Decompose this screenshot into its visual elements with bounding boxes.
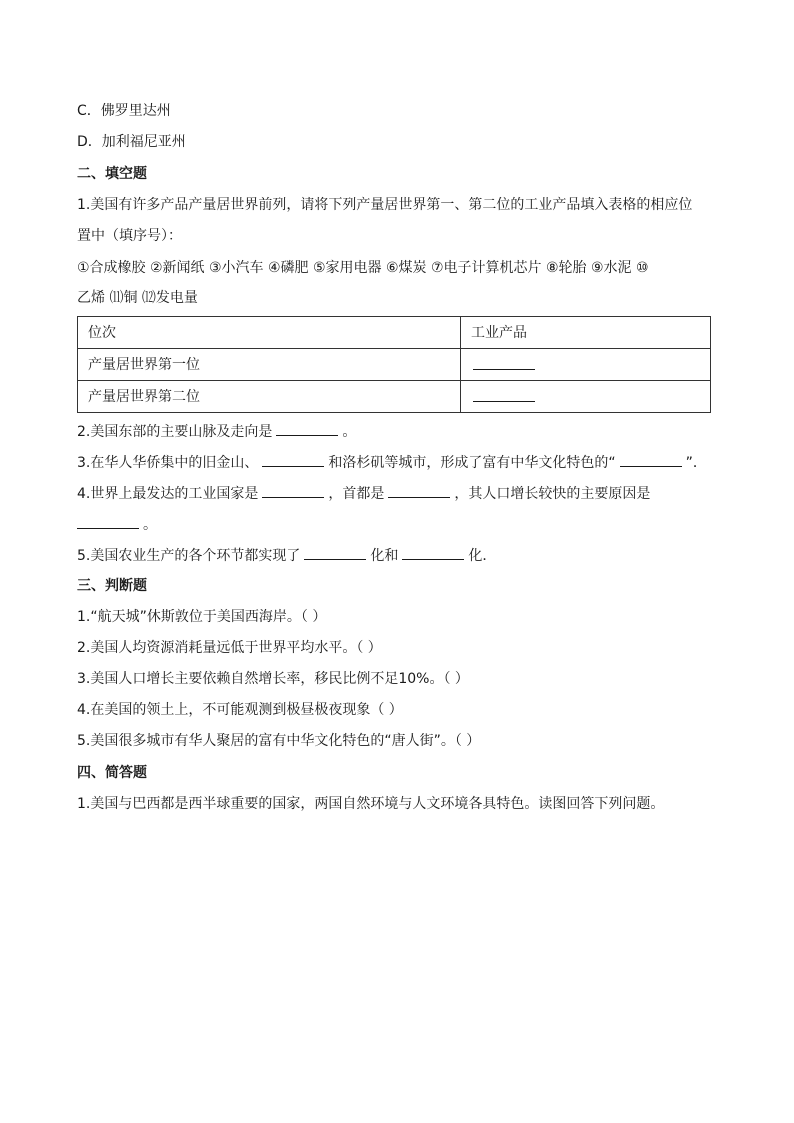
fill-q3-text-a: 3.在华人华侨集中的旧金山、 [77, 455, 259, 471]
fill-q4-text-c: ，其人口增长较快的主要原因是 [454, 486, 651, 502]
row-second-answer[interactable] [461, 381, 711, 413]
fill-q3 [77, 452, 707, 472]
row-second-label: 产量居世界第二位 [78, 381, 461, 413]
fill-q4-text-a: 4.世界上最发达的工业国家是 [77, 486, 259, 502]
fill-q4-text-b: ，首都是 [328, 486, 385, 502]
short-answer-q1: 1.美国与巴西都是西半球重要的国家，两国自然环境与人文环境各具特色。读图回答下列问题。 [77, 796, 665, 812]
fill-q2-text: 2.美国东部的主要山脉及走向是 [77, 424, 273, 440]
products-table [77, 316, 711, 413]
fill-q1-items: ①合成橡胶 ②新闻纸 ③小汽车 ④磷肥 ⑤家用电器 ⑥煤炭 ⑦电子计算机芯片 ⑧轮胎 ⑨水泥 ⑩ [77, 260, 649, 276]
fill-q5-blank-2[interactable] [402, 545, 464, 560]
fill-q2-end: 。 [342, 424, 357, 440]
fill-q5-text-b: 化和 [370, 548, 399, 564]
fill-q4-blank-1[interactable] [262, 483, 324, 498]
fill-q3-blank-2[interactable] [620, 452, 682, 467]
answer-blank[interactable] [473, 387, 535, 402]
judge-q3: 3.美国人口增长主要依赖自然增长率，移民比例不足10%。（ ） [77, 671, 469, 687]
fill-q5 [77, 545, 496, 565]
row-first-label: 产量居世界第一位 [78, 349, 461, 381]
fill-q2 [77, 421, 356, 441]
fill-q3-text-b: 和洛杉矶等城市，形成了富有中华文化特色的“ [328, 455, 616, 471]
judge-q4: 4.在美国的领土上，不可能观测到极昼极夜现象（ ） [77, 702, 403, 718]
fill-q4 [77, 483, 650, 503]
fill-q4-blank-2[interactable] [388, 483, 450, 498]
fill-q3-blank-1[interactable] [262, 452, 324, 467]
judge-q5: 5.美国很多城市有华人聚居的富有中华文化特色的“唐人街”。（ ） [77, 733, 481, 749]
header-product: 工业产品 [461, 317, 711, 349]
row-first-answer[interactable] [461, 349, 711, 381]
fill-q1-line2: 置中（填序号）： [77, 228, 182, 244]
judge-q2: 2.美国人均资源消耗量远低于世界平均水平。（ ） [77, 640, 382, 656]
table-row [78, 349, 711, 381]
section4-title: 四、简答题 [77, 765, 147, 781]
option-d: D．加利福尼亚州 [77, 134, 186, 150]
fill-q1-line1: 1.美国有许多产品产量居世界前列，请将下列产量居世界第一、第二位的工业产品填入表格的相应位 [77, 197, 693, 213]
judge-q1: 1.“航天城”休斯敦位于美国西海岸。（ ） [77, 609, 327, 625]
fill-q4-blank-3[interactable] [77, 514, 139, 529]
fill-q1-items-cont: 乙烯 ⑾铜 ⑿发电量 [77, 290, 198, 306]
fill-q5-text-c: 化． [468, 548, 497, 564]
fill-q5-blank-1[interactable] [304, 545, 366, 560]
fill-q5-text-a: 5.美国农业生产的各个环节都实现了 [77, 548, 301, 564]
fill-q4-cont [77, 514, 157, 534]
header-rank: 位次 [78, 317, 461, 349]
option-c: C．佛罗里达州 [77, 103, 171, 119]
answer-blank[interactable] [473, 355, 535, 370]
fill-q2-blank[interactable] [276, 421, 338, 436]
fill-q3-text-c: ”． [685, 455, 707, 471]
fill-q4-text-d: 。 [143, 517, 157, 533]
table-row [78, 381, 711, 413]
table-header-row [78, 317, 711, 349]
section3-title: 三、判断题 [77, 578, 147, 594]
section2-title: 二、填空题 [77, 166, 147, 182]
